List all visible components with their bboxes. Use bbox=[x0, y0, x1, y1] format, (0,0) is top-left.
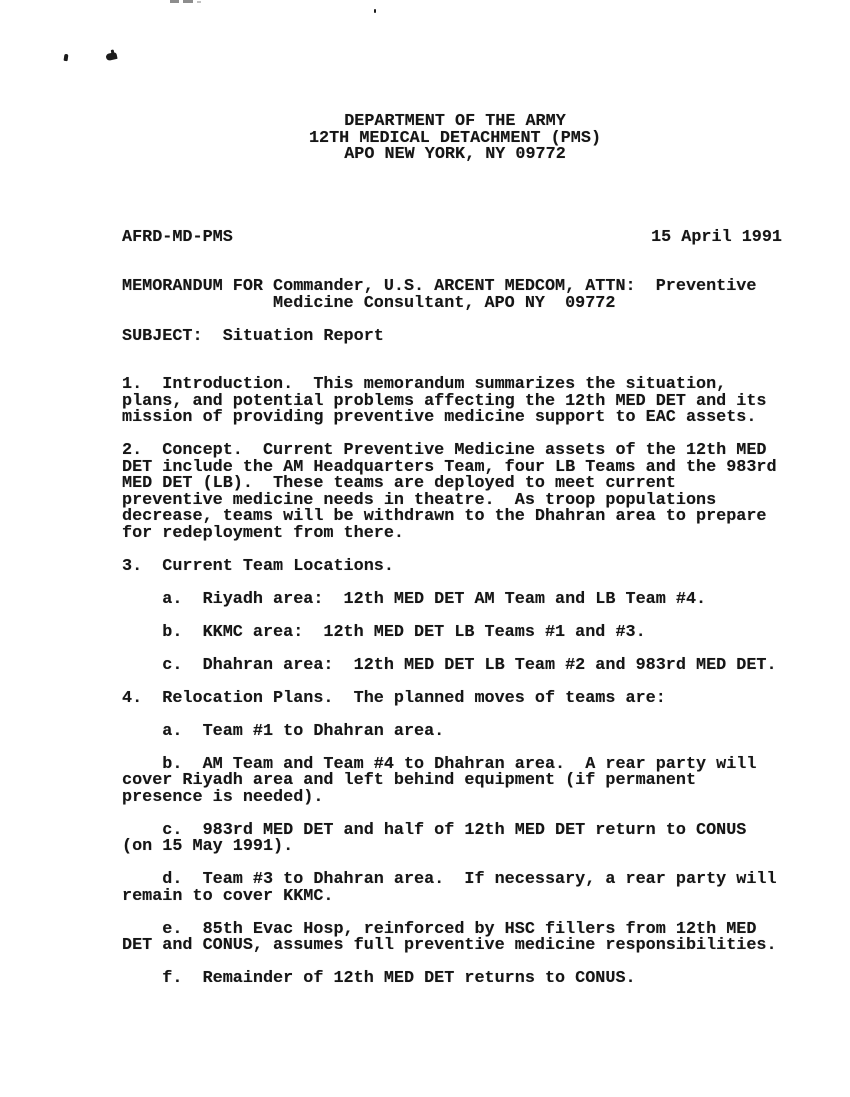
document-line: 2. Concept. Current Preventive Medicine assets of the 12th MED bbox=[122, 441, 767, 460]
letterhead-unit: 12TH MEDICAL DETACHMENT (PMS) bbox=[308, 128, 602, 148]
letterhead-address: APO NEW YORK, NY 09772 bbox=[344, 145, 566, 164]
document-line: preventive medicine needs in theatre. As troop populations bbox=[122, 490, 717, 510]
memo-date: 15 April 1991 bbox=[651, 228, 782, 247]
document-line: DET and CONUS, assumes full preventive medicine responsibilities. bbox=[122, 936, 777, 955]
document-line: presence is needed). bbox=[122, 787, 324, 807]
memorandum-for-line: MEMORANDUM FOR Commander, U.S. ARCENT MEDCOM, ATTN: Preventive bbox=[122, 277, 757, 296]
document-line: e. 85th Evac Hosp, reinforced by HSC fillers from 12th MED bbox=[122, 919, 757, 939]
document-line: f. Remainder of 12th MED DET returns to CONUS. bbox=[122, 969, 636, 988]
document-line: b. AM Team and Team #4 to Dhahran area. A rear party will bbox=[122, 754, 757, 774]
document-line: for redeployment from there. bbox=[122, 523, 404, 543]
document-line: 4. Relocation Plans. The planned moves of teams are: bbox=[122, 688, 666, 708]
document-line: c. Dhahran area: 12th MED DET LB Team #2 and 983rd MED DET. bbox=[122, 655, 777, 675]
document-line: a. Riyadh area: 12th MED DET AM Team and LB Team #4. bbox=[122, 589, 707, 609]
letterhead-department: DEPARTMENT OF THE ARMY bbox=[344, 112, 566, 131]
document-line: decrease, teams will be withdrawn to the Dhahran area to prepare bbox=[122, 507, 767, 526]
document-line: d. Team #3 to Dhahran area. If necessary, a rear party will bbox=[122, 870, 777, 889]
document-line: a. Team #1 to Dhahran area. bbox=[122, 721, 445, 741]
document-line: mission of providing preventive medicine support to EAC assets. bbox=[122, 408, 757, 427]
document-line: remain to cover KKMC. bbox=[122, 886, 334, 906]
scan-artifact-dot bbox=[374, 9, 376, 13]
memorandum-for-continuation: Medicine Consultant, APO NY 09772 bbox=[122, 293, 616, 313]
scan-artifact-dash bbox=[183, 0, 193, 3]
document-line: plans, and potential problems affecting the 12th MED DET and its bbox=[122, 391, 767, 411]
document-line: DET include the AM Headquarters Team, four LB Teams and the 983rd bbox=[122, 457, 777, 477]
scan-artifact-mark bbox=[64, 54, 69, 61]
document-line: 1. Introduction. This memorandum summarizes the situation, bbox=[122, 375, 727, 394]
document-line: c. 983rd MED DET and half of 12th MED DET return to CONUS bbox=[122, 820, 747, 840]
subject-line: SUBJECT: Situation Report bbox=[122, 327, 384, 346]
document-line: b. KKMC area: 12th MED DET LB Teams #1 and #3. bbox=[122, 622, 646, 642]
document-line: 3. Current Team Locations. bbox=[122, 556, 394, 576]
memo-body bbox=[122, 377, 822, 988]
scan-artifact-dash bbox=[197, 1, 201, 3]
office-symbol: AFRD-MD-PMS bbox=[122, 228, 233, 247]
document-line: cover Riyadh area and left behind equipment (if permanent bbox=[122, 771, 697, 790]
document-line: (on 15 May 1991). bbox=[122, 837, 294, 856]
document-line: MED DET (LB). These teams are deployed to meet current bbox=[122, 474, 676, 493]
scan-artifact-dash bbox=[170, 0, 179, 3]
scan-artifact-mark bbox=[105, 52, 117, 61]
letterhead bbox=[60, 114, 850, 164]
memorandum-for-block bbox=[122, 279, 756, 312]
reference-line bbox=[122, 230, 782, 247]
